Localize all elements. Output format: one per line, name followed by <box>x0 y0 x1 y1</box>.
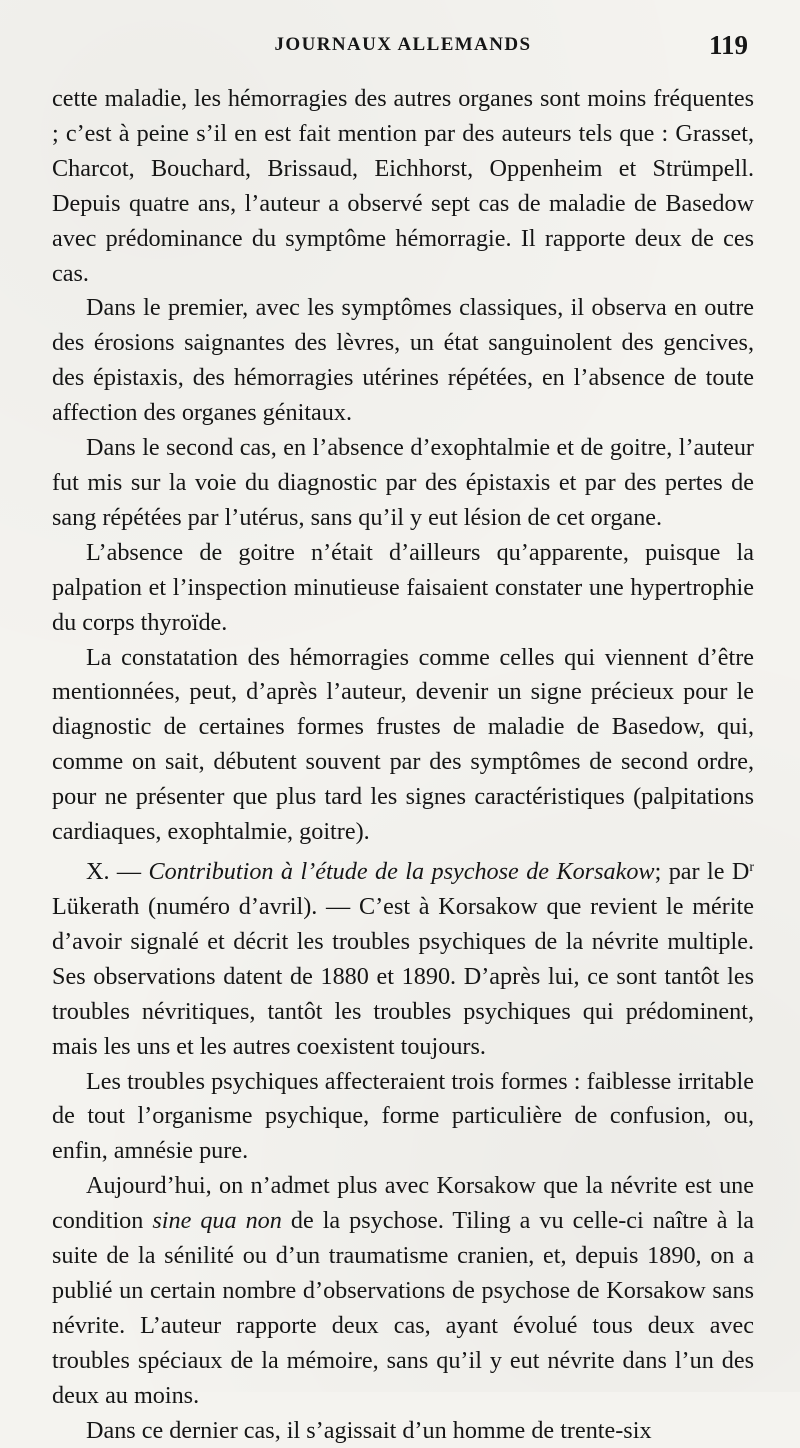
latin-phrase: sine qua non <box>152 1207 282 1235</box>
section-title: Contribution à l’étude de la psychose de Korsakow <box>148 858 655 886</box>
section-author-prefix: ; par le D <box>654 858 750 886</box>
section-text: Lükerath (numéro d’avril). — C’est à Korsakow que revient le mérite d’avoir signalé et décrit les troubles psychiques de la névrite multiple. Ses observations datent de 1880 et 1890. D’après lui, ce sont tantôt les troubles névritiques, tantôt les troubles psychiques qui prédominent, mais les uns et les autres coexistent toujours. <box>52 892 754 1060</box>
paragraph-1: cette maladie, les hémorragies des autres organes sont moins fréquentes ; c’est à peine s’il en est fait mention par des auteurs tels que : Grasset, Charcot, Bouchard, Brissaud, Eichhorst, Oppenheim et Strümpell. Depuis quatre ans, l’auteur a observé sept cas de maladie de Basedow avec prédominance du symptôme hémorragie. Il rapporte deux de ces cas. <box>52 85 754 287</box>
doctor-superscript: r <box>749 858 754 875</box>
paragraph-6 <box>52 850 754 1065</box>
paragraph-8-text-before: Aujourd’hui, on n’admet plus avec Korsakow que la névrite est une condition <box>52 1172 754 1235</box>
page-header <box>52 30 754 66</box>
paragraph-9: Dans ce dernier cas, il s’agissait d’un homme de trente-six <box>86 1416 652 1444</box>
section-number: X. — <box>86 858 149 886</box>
body-text <box>52 82 754 1448</box>
page-number: 119 <box>708 30 748 60</box>
paragraph-5: La constatation des hémorragies comme celles qui viennent d’être mentionnées, peut, d’après l’auteur, devenir un signe précieux pour le diagnostic de certaines formes frustes de maladie de Basedow, qui, comme on sait, débutent souvent par des symptômes de second ordre, pour ne présenter que plus tard les signes caractéristiques (palpitations cardiaques, exophtalmie, goitre). <box>52 643 754 846</box>
paragraph-7: Les troubles psychiques affecteraient trois formes : faiblesse irritable de tout l’organisme psychique, forme particulière de confusion, ou, enfin, amnésie pure. <box>52 1067 754 1165</box>
paragraph-8 <box>52 1169 754 1413</box>
paragraph-8-text-after: de la psychose. Tiling a vu celle-ci naître à la suite de la sénilité ou d’un traumatisme cranien, et, depuis 1890, on a publié un certain nombre d’observations de psychose de Korsakow sans névrite. L’auteur rapporte deux cas, ayant évolué tous deux avec troubles spéciaux de la mémoire, sans qu’il y eut névrite dans l’un des deux au moins. <box>52 1207 754 1409</box>
paragraph-3: Dans le second cas, en l’absence d’exophtalmie et de goitre, l’auteur fut mis sur la voie du diagnostic par des épistaxis et par des pertes de sang répétées par l’utérus, sans qu’il y eut lésion de cet organe. <box>52 434 754 531</box>
running-title: JOURNAUX ALLEMANDS <box>274 34 532 55</box>
paragraph-4: L’absence de goitre n’était d’ailleurs qu’apparente, puisque la palpation et l’inspection minutieuse faisaient constater une hypertrophie du corps thyroïde. <box>52 538 754 636</box>
paragraph-2: Dans le premier, avec les symptômes classiques, il observa en outre des érosions saignantes des lèvres, un état sanguinolent des gencives, des épistaxis, des hémorragies utérines répétées, en l’absence de toute affection des organes génitaux. <box>52 294 754 427</box>
